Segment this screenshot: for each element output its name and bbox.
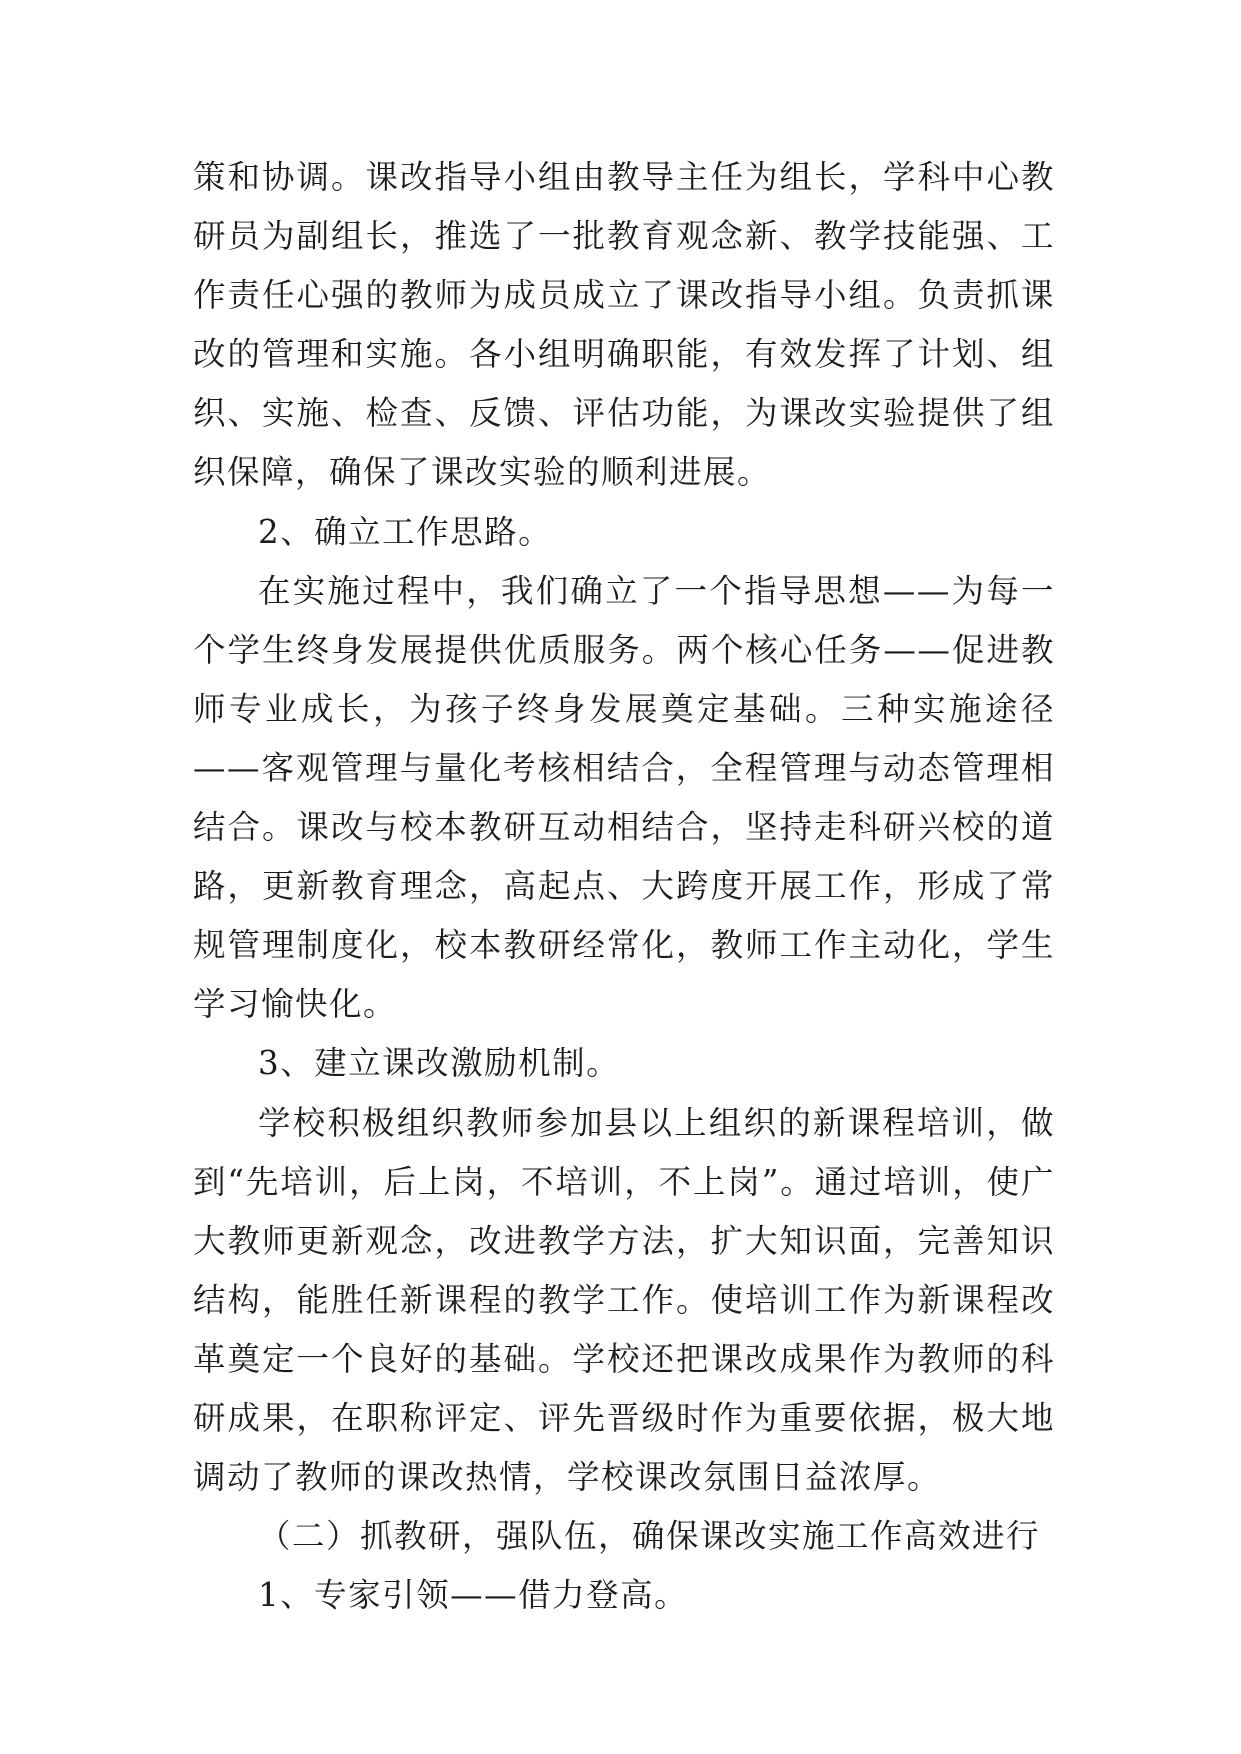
paragraph-guiding-idea: 在实施过程中，我们确立了一个指导思想——为每一个学生终身发展提供优质服务。两个核心任务——促进教师专业成长，为孩子终身发展奠定基础。三种实施途径——客观管理与量化考核相结合，全程管理与动态管理相结合。课改与校本教研互动相结合，坚持走科研兴校的道路，更新教育理念，高起点、大跨度开展工作，形成了常规管理制度化，校本教研经常化，教师工作主动化，学生学习愉快化。 (193, 571, 1055, 1024)
subheading-work-approach: 2、确立工作思路。 (258, 512, 553, 551)
section-heading-research: （二）抓教研，强队伍，确保课改实施工作高效进行 (258, 1517, 1041, 1556)
paragraph-teacher-training: 学校积极组织教师参加县以上组织的新课程培训，做到“先培训，后上岗，不培训，不上岗”。通过培训，使广大教师更新观念，改进教学方法，扩大知识面，完善知识结构，能胜任新课程的教学工作。使培训工作为新课程改革奠定一个良好的基础。学校还把课改成果作为教师的科研成果，在职称评定、评先晋级时作为重要依据，极大地调动了教师的课改热情，学校课改氛围日益浓厚。 (193, 1103, 1055, 1497)
subheading-incentive-mechanism: 3、建立课改激励机制。 (258, 1044, 621, 1083)
paragraph-organization: 策和协调。课改指导小组由教导主任为组长，学科中心教研员为副组长，推选了一批教育观念新、教学技能强、工作责任心强的教师为成员成立了课改指导小组。负责抓课改的管理和实施。各小组明确职能，有效发挥了计划、组织、实施、检查、反馈、评估功能，为课改实验提供了组织保障，确保了课改实验的顺利进展。 (193, 158, 1055, 492)
document-body (193, 148, 1055, 1625)
subheading-expert-guidance: 1、专家引领——借力登高。 (258, 1576, 689, 1615)
